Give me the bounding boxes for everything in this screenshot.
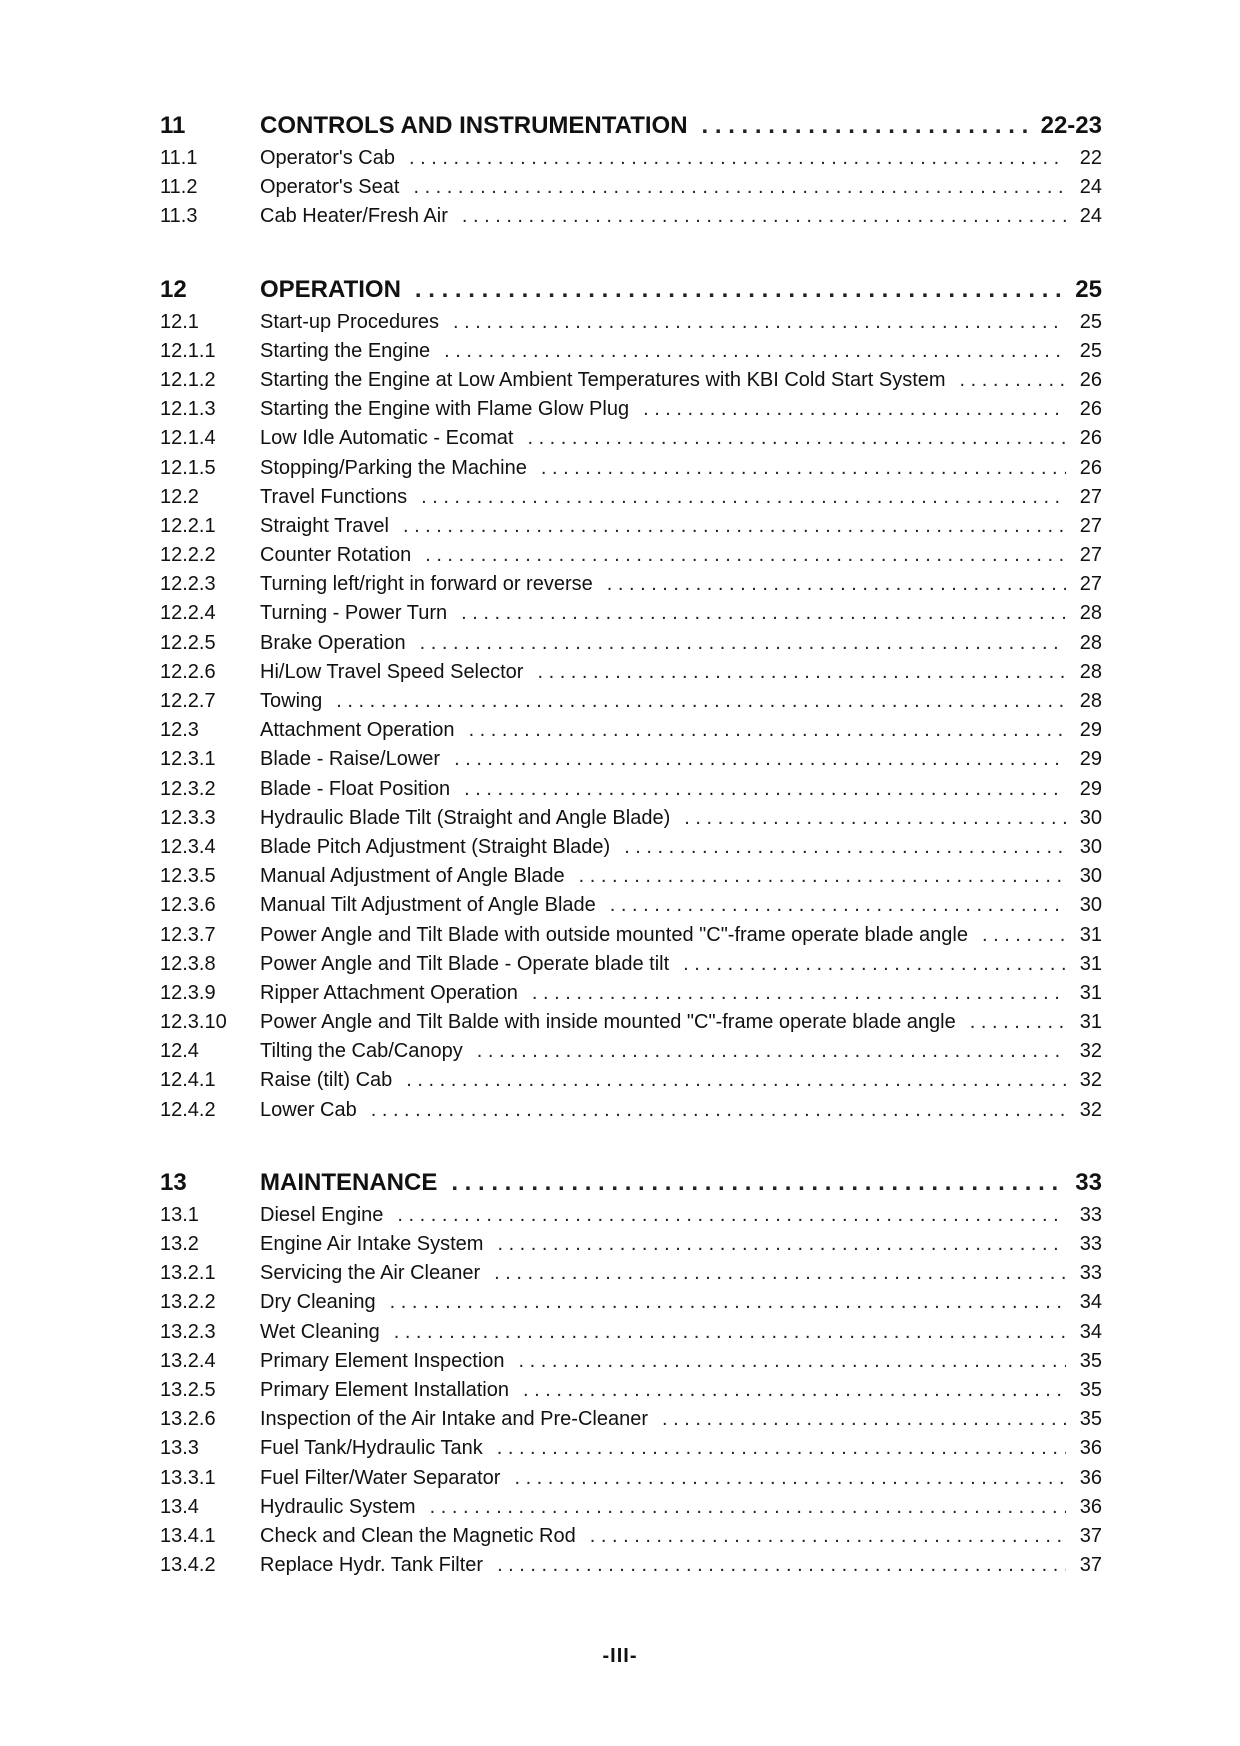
dot-leader <box>662 1407 1066 1431</box>
entry-title: Straight Travel <box>260 514 389 537</box>
entry-title: Engine Air Intake System <box>260 1233 484 1255</box>
dot-leader <box>497 1436 1066 1460</box>
entry-title: Hydraulic Blade Tilt (Straight and Angle Blade) <box>260 806 671 829</box>
dot-leader <box>519 1349 1066 1373</box>
entry-page: 35 <box>1079 1378 1102 1401</box>
entry-page: 36 <box>1079 1437 1102 1460</box>
dot-leader <box>579 864 1066 888</box>
entry-title: Attachment Operation <box>260 719 455 742</box>
toc-entry <box>160 395 1102 424</box>
entry-number: 12.3.7 <box>160 923 216 946</box>
entry-page: 28 <box>1079 690 1102 712</box>
entry-title: Power Angle and Tilt Blade with outside mounted "C"-frame operate blade angle <box>260 923 968 946</box>
entry-title: Ripper Attachment Operation <box>260 981 518 1004</box>
entry-title: Diesel Engine <box>260 1203 384 1226</box>
toc-entry <box>160 599 1102 628</box>
dot-leader <box>421 485 1066 509</box>
entry-number: 13.2.4 <box>160 1349 216 1372</box>
entry-title: Servicing the Air Cleaner <box>260 1262 481 1285</box>
entry-title: Counter Rotation <box>260 544 412 567</box>
entry-page: 29 <box>1079 777 1102 800</box>
entry-title: Blade Pitch Adjustment (Straight Blade) <box>260 835 611 858</box>
toc-section-heading <box>160 108 1102 144</box>
entry-title: Operator's Cab <box>260 147 395 169</box>
entry-number: 12.2.1 <box>160 514 216 537</box>
dot-leader <box>444 339 1066 363</box>
entry-title: Tilting the Cab/Canopy <box>260 1040 463 1063</box>
toc-entry <box>160 833 1102 862</box>
entry-page: 30 <box>1079 835 1102 858</box>
dot-leader <box>610 893 1066 917</box>
dot-leader <box>982 923 1066 947</box>
dot-leader <box>413 175 1066 199</box>
entry-title: Lower Cab <box>260 1098 357 1121</box>
entry-page: 27 <box>1079 573 1102 596</box>
entry-title: Manual Tilt Adjustment of Angle Blade <box>260 894 596 917</box>
dot-leader <box>960 368 1066 392</box>
dot-leader <box>607 572 1066 596</box>
dot-leader <box>406 1068 1066 1092</box>
entry-title: Primary Element Installation <box>260 1378 509 1401</box>
entry-number: 12.2.2 <box>160 544 216 567</box>
entry-title: Check and Clean the Magnetic Rod <box>260 1524 576 1547</box>
entry-number: 12.2 <box>160 485 199 508</box>
dot-leader <box>514 1466 1066 1490</box>
toc-entry <box>160 570 1102 599</box>
entry-page: 22 <box>1079 147 1102 169</box>
toc-entry <box>160 1066 1102 1095</box>
dot-leader <box>409 146 1066 170</box>
entry-number: 11.1 <box>160 147 198 169</box>
entry-title: Hi/Low Travel Speed Selector <box>260 660 524 683</box>
entry-number: 12.4 <box>160 1040 199 1063</box>
entry-page: 26 <box>1079 456 1102 479</box>
entry-page: 29 <box>1079 719 1102 742</box>
dot-leader <box>590 1524 1066 1548</box>
entry-page: 26 <box>1079 427 1102 450</box>
entry-number: 12.3.3 <box>160 806 216 829</box>
toc-entry <box>160 1376 1102 1405</box>
dot-leader <box>462 204 1066 228</box>
toc-entry <box>160 716 1102 745</box>
toc-entry <box>160 1230 1102 1259</box>
entry-page: 32 <box>1079 1069 1102 1092</box>
entry-title: Brake Operation <box>260 631 406 654</box>
toc-section-heading <box>160 272 1102 308</box>
section-title: OPERATION <box>260 275 401 303</box>
entry-number: 13.4.2 <box>160 1554 216 1577</box>
entry-page: 34 <box>1079 1320 1102 1343</box>
dot-leader <box>523 1378 1066 1402</box>
section-page: 33 <box>1075 1168 1102 1196</box>
dot-leader <box>497 1553 1066 1577</box>
toc-entry <box>160 1318 1102 1347</box>
entry-title: Low Idle Automatic - Ecomat <box>260 427 514 450</box>
dot-leader <box>527 426 1066 450</box>
entry-title: Replace Hydr. Tank Filter <box>260 1554 484 1577</box>
dot-leader <box>683 952 1066 976</box>
toc-entry <box>160 687 1102 716</box>
entry-number: 13.2.3 <box>160 1320 216 1343</box>
toc-entry <box>160 512 1102 541</box>
toc-entry <box>160 658 1102 687</box>
entry-page: 32 <box>1079 1040 1102 1063</box>
toc-entry <box>160 1434 1102 1463</box>
entry-page: 24 <box>1079 205 1102 228</box>
toc-entry <box>160 921 1102 950</box>
toc-entry <box>160 541 1102 570</box>
toc-entry <box>160 629 1102 658</box>
entry-title: Blade - Float Position <box>260 777 451 800</box>
entry-page: 26 <box>1079 398 1102 421</box>
entry-page: 33 <box>1079 1203 1102 1226</box>
toc-section-12 <box>160 272 1102 1125</box>
entry-page: 36 <box>1079 1495 1102 1518</box>
entry-title: Operator's Seat <box>260 176 400 199</box>
entry-title: Fuel Filter/Water Separator <box>260 1466 501 1489</box>
entry-page: 27 <box>1079 485 1102 508</box>
dot-leader <box>394 1320 1066 1344</box>
page-number-footer: -III- <box>602 1645 638 1667</box>
dot-leader <box>477 1039 1066 1063</box>
dot-leader <box>970 1010 1066 1034</box>
dot-leader <box>415 276 1065 305</box>
toc-entry <box>160 804 1102 833</box>
toc-entry <box>160 745 1102 774</box>
toc-entry <box>160 1259 1102 1288</box>
toc-entry <box>160 891 1102 920</box>
toc-entry <box>160 1008 1102 1037</box>
entry-page: 28 <box>1079 602 1102 625</box>
entry-page: 28 <box>1079 631 1102 654</box>
toc-entry <box>160 1405 1102 1434</box>
toc-entry <box>160 1201 1102 1230</box>
entry-title: Manual Adjustment of Angle Blade <box>260 865 565 888</box>
toc-entry <box>160 144 1102 173</box>
entry-number: 13.2.1 <box>160 1262 216 1285</box>
entry-number: 12.2.5 <box>160 631 216 654</box>
section-number: 13 <box>160 1168 187 1196</box>
dot-leader <box>430 1495 1066 1519</box>
section-title: MAINTENANCE <box>260 1168 438 1196</box>
toc-entry <box>160 483 1102 512</box>
toc-entry <box>160 1551 1102 1580</box>
dot-leader <box>541 456 1066 480</box>
entry-page: 32 <box>1079 1098 1102 1121</box>
entry-number: 12.4.2 <box>160 1098 216 1121</box>
entry-title: Travel Functions <box>260 485 408 508</box>
entry-number: 12.3.1 <box>160 748 216 771</box>
dot-leader <box>371 1098 1066 1122</box>
section-title: CONTROLS AND INSTRUMENTATION <box>260 112 688 139</box>
entry-title: Power Angle and Tilt Balde with inside mounted "C"-frame operate blade angle <box>260 1011 956 1034</box>
toc-entry <box>160 202 1102 231</box>
toc-entry <box>160 454 1102 483</box>
entry-title: Inspection of the Air Intake and Pre-Cleaner <box>260 1408 649 1431</box>
entry-number: 12.2.3 <box>160 573 216 596</box>
entry-page: 26 <box>1079 368 1102 391</box>
dot-leader <box>532 981 1066 1005</box>
entry-number: 12.4.1 <box>160 1069 216 1092</box>
toc-entry <box>160 1288 1102 1317</box>
dot-leader <box>684 806 1066 830</box>
toc-section-heading <box>160 1165 1102 1201</box>
entry-page: 37 <box>1079 1554 1102 1577</box>
dot-leader <box>702 112 1031 141</box>
entry-page: 25 <box>1079 310 1102 333</box>
entry-page: 37 <box>1079 1524 1102 1547</box>
entry-number: 13.3 <box>160 1437 199 1460</box>
dot-leader <box>397 1203 1066 1227</box>
dot-leader <box>643 397 1066 421</box>
entry-number: 12.3.2 <box>160 777 216 800</box>
entry-title: Towing <box>260 690 323 712</box>
dot-leader <box>464 777 1066 801</box>
entry-page: 31 <box>1079 1011 1102 1034</box>
entry-number: 12.3.6 <box>160 894 216 917</box>
entry-number: 12.3.10 <box>160 1011 227 1034</box>
toc-entry <box>160 775 1102 804</box>
toc-entry <box>160 1464 1102 1493</box>
entry-number: 12.3.4 <box>160 835 216 858</box>
entry-number: 12.1.4 <box>160 427 216 450</box>
dot-leader <box>403 514 1066 538</box>
dot-leader <box>336 689 1066 713</box>
dot-leader <box>453 310 1066 334</box>
entry-number: 12.3.8 <box>160 952 216 975</box>
entry-title: Blade - Raise/Lower <box>260 748 441 771</box>
entry-title: Fuel Tank/Hydraulic Tank <box>260 1437 483 1460</box>
toc-entry <box>160 1493 1102 1522</box>
entry-number: 12.1.2 <box>160 368 216 391</box>
entry-number: 12.2.6 <box>160 660 216 683</box>
toc-entry <box>160 308 1102 337</box>
toc-entry <box>160 424 1102 453</box>
entry-page: 30 <box>1079 894 1102 917</box>
entry-title: Primary Element Inspection <box>260 1349 505 1372</box>
entry-number: 13.2.2 <box>160 1291 216 1314</box>
toc-entry <box>160 366 1102 395</box>
toc-entry <box>160 337 1102 366</box>
entry-page: 29 <box>1079 748 1102 771</box>
entry-number: 13.2 <box>160 1233 199 1255</box>
entry-title: Power Angle and Tilt Blade - Operate blade tilt <box>260 952 670 975</box>
entry-page: 27 <box>1079 544 1102 567</box>
table-of-contents <box>160 108 1102 1580</box>
entry-page: 35 <box>1079 1408 1102 1431</box>
entry-title: Starting the Engine with Flame Glow Plug <box>260 398 630 421</box>
dot-leader <box>454 747 1066 771</box>
entry-number: 12.3 <box>160 719 199 742</box>
entry-page: 31 <box>1079 952 1102 975</box>
entry-number: 12.2.4 <box>160 602 216 625</box>
entry-title: Turning left/right in forward or reverse <box>260 573 593 596</box>
entry-title: Starting the Engine <box>260 339 431 362</box>
entry-page: 35 <box>1079 1349 1102 1372</box>
entry-page: 31 <box>1079 923 1102 946</box>
dot-leader <box>425 543 1066 567</box>
entry-number: 11.3 <box>160 205 198 228</box>
entry-number: 13.4.1 <box>160 1524 216 1547</box>
entry-number: 12.1.3 <box>160 398 216 421</box>
entry-title: Starting the Engine at Low Ambient Temperatures with KBI Cold Start System <box>260 368 946 391</box>
entry-number: 13.4 <box>160 1495 199 1518</box>
entry-number: 12.3.5 <box>160 865 216 888</box>
dot-leader <box>461 601 1066 625</box>
entry-page: 30 <box>1079 865 1102 888</box>
entry-number: 12.1.5 <box>160 456 216 479</box>
toc-entry <box>160 950 1102 979</box>
entry-number: 13.2.6 <box>160 1408 216 1431</box>
entry-page: 27 <box>1079 514 1102 537</box>
entry-number: 12.1.1 <box>160 339 216 362</box>
toc-entry <box>160 1522 1102 1551</box>
toc-entry <box>160 1037 1102 1066</box>
toc-entry <box>160 1096 1102 1125</box>
dot-leader <box>451 1169 1065 1198</box>
dot-leader <box>497 1232 1066 1256</box>
dot-leader <box>390 1290 1066 1314</box>
dot-leader <box>624 835 1066 859</box>
entry-page: 36 <box>1079 1466 1102 1489</box>
entry-page: 28 <box>1079 660 1102 683</box>
entry-number: 13.3.1 <box>160 1466 216 1489</box>
entry-number: 12.1 <box>160 310 199 333</box>
dot-leader <box>537 660 1066 684</box>
dot-leader <box>420 631 1066 655</box>
section-page: 25 <box>1075 275 1102 303</box>
entry-page: 30 <box>1079 806 1102 829</box>
toc-entry <box>160 979 1102 1008</box>
section-number: 12 <box>160 275 187 303</box>
toc-entry <box>160 173 1102 202</box>
section-number: 11 <box>160 112 186 139</box>
toc-entry <box>160 862 1102 891</box>
entry-page: 31 <box>1079 981 1102 1004</box>
entry-number: 12.3.9 <box>160 981 216 1004</box>
entry-page: 34 <box>1079 1291 1102 1314</box>
entry-page: 24 <box>1079 176 1102 199</box>
entry-number: 12.2.7 <box>160 690 216 712</box>
entry-title: Hydraulic System <box>260 1495 416 1518</box>
entry-page: 25 <box>1079 339 1102 362</box>
entry-title: Dry Cleaning <box>260 1291 376 1314</box>
entry-title: Cab Heater/Fresh Air <box>260 205 448 228</box>
entry-title: Stopping/Parking the Machine <box>260 456 527 479</box>
entry-title: Wet Cleaning <box>260 1320 380 1343</box>
dot-leader <box>494 1261 1066 1285</box>
entry-number: 11.2 <box>160 176 198 199</box>
entry-number: 13.1 <box>160 1203 199 1226</box>
entry-title: Raise (tilt) Cab <box>260 1069 393 1092</box>
dot-leader <box>469 718 1066 742</box>
section-page: 22-23 <box>1040 112 1102 139</box>
toc-section-13 <box>160 1165 1102 1580</box>
toc-section-11 <box>160 108 1102 232</box>
toc-entry <box>160 1347 1102 1376</box>
entry-page: 33 <box>1079 1233 1102 1255</box>
entry-number: 13.2.5 <box>160 1378 216 1401</box>
entry-page: 33 <box>1079 1262 1102 1285</box>
entry-title: Start-up Procedures <box>260 310 439 333</box>
entry-title: Turning - Power Turn <box>260 602 448 625</box>
